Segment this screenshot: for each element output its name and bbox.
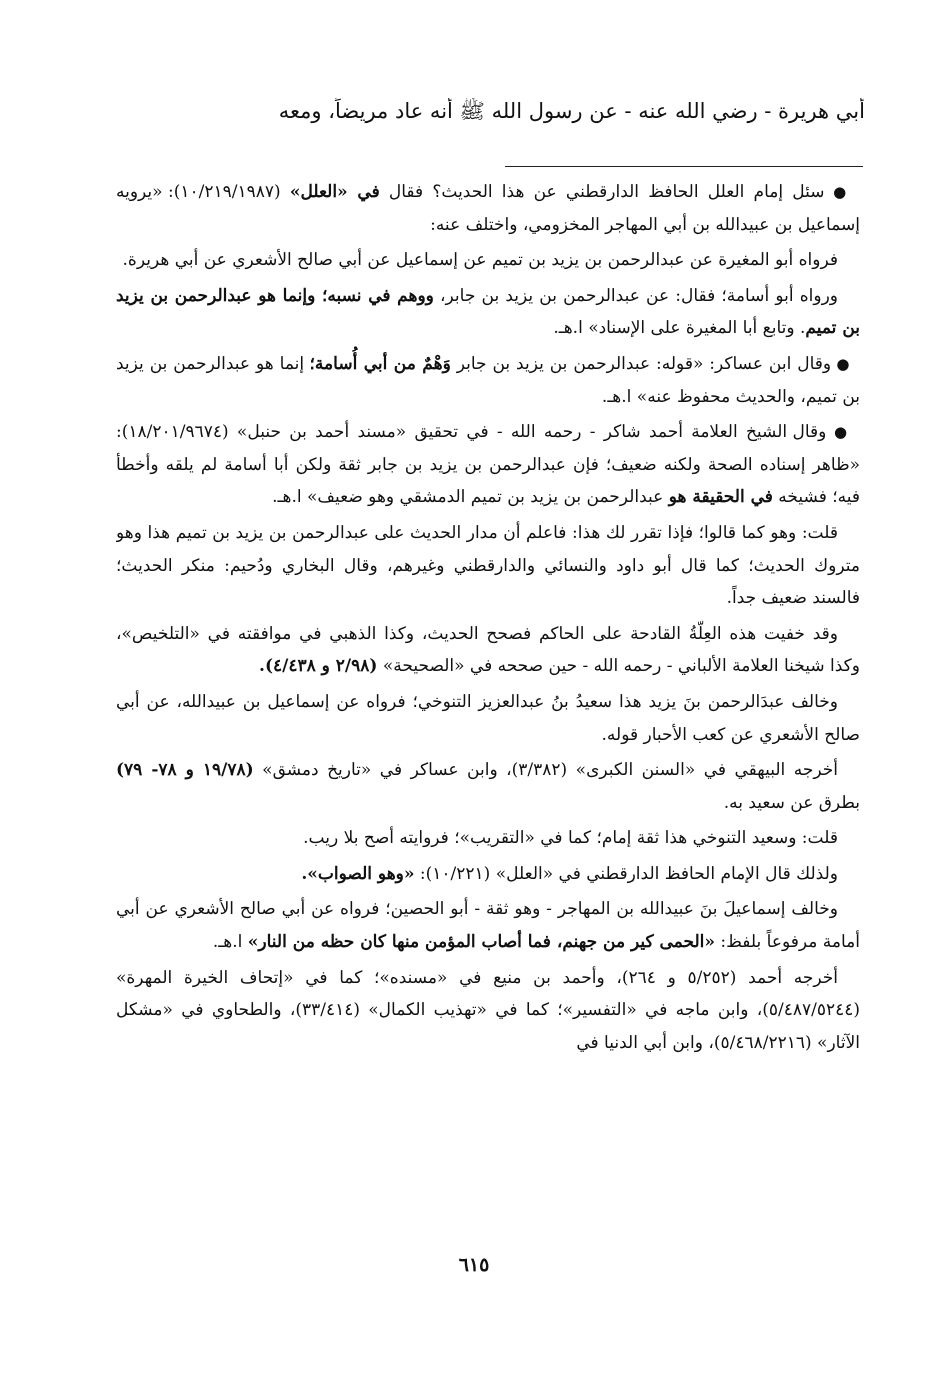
bullet-icon: ● <box>826 423 850 442</box>
paragraph <box>116 822 860 855</box>
text-run: أخرجه أحمد (٥/٢٥٢ و ٢٦٤)، وأحمد بن منيع في «مسنده»؛ كما في «إتحاف الخيرة المهرة» (٥/٤٨٧/٥٢٤٤)، وابن ماجه في «التفسير»؛ كما في «تهذيب الكمال» (٣٣/٤١٤)، والطحاوي في «مشكل الآثار» (٥/٤٦٨/٢٢١٦)، وابن أبي الدنيا في <box>116 967 860 1053</box>
text-run: . وتابع أبا المغيرة على الإسناد» ا.هـ. <box>553 318 806 339</box>
paragraph <box>116 962 860 1060</box>
text-run: قلت: وهو كما قالوا؛ فإذا تقرر لك هذا: فاعلم أن مدار الحديث على عبدالرحمن بن يزيد بن تميم هذا وهو متروك الحديث؛ كما قال أبو داود والنسائي والدارقطني وغيرهم، وقال البخاري ودُحيم: منكر الحديث؛ فالسند ضعيف جداً. <box>116 522 860 609</box>
paragraph <box>116 754 860 819</box>
paragraph <box>116 858 860 891</box>
text-run: فرواه أبو المغيرة عن عبدالرحمن بن يزيد بن تميم عن إسماعيل عن أبي صالح الأشعري عن أبي هريرة. <box>122 250 838 271</box>
bold-text: ووهم في نسبه؛ وإنما هو عبدالرحمن بن يزيد بن تميم <box>116 285 860 339</box>
bold-text: في الحقيقة هو <box>668 487 773 508</box>
header-rule <box>505 166 863 167</box>
text-run: وقال ابن عساكر: «قوله: عبدالرحمن بن يزيد بن جابر <box>450 353 832 374</box>
text-run: بطرق عن سعيد به. <box>723 792 860 813</box>
text-run: وقد خفيت هذه العِلّةُ القادحة على الحاكم فصحح الحديث، وكذا الذهبي في موافقته في «التلخيص»، وكذا شيخنا العلامة الألباني - رحمه الله - حين صححه في «الصحيحة» <box>116 623 860 677</box>
text-run: ا.هـ. <box>212 932 248 953</box>
paragraph <box>116 280 860 345</box>
paragraph <box>116 686 860 751</box>
bullet-icon: ● <box>824 183 850 201</box>
text-run: أخرجه البيهقي في «السنن الكبرى» (٣/٣٨٢)، وابن عساكر في «تاريخ دمشق» <box>253 760 839 781</box>
paragraph <box>116 416 860 514</box>
paragraph <box>116 618 860 683</box>
bold-text: (١٩/٧٨ و ٧٨- ٧٩) <box>116 760 254 781</box>
paragraph <box>116 348 860 413</box>
text-run: سئل إمام العلل الحافظ الدارقطني عن هذا الحديث؟ فقال <box>379 182 825 202</box>
text-run: قلت: وسعيد التنوخي هذا ثقة إمام؛ كما في «التقريب»؛ فروايته أصح بلا ريب. <box>303 828 838 849</box>
text-run: ولذلك قال الإمام الحافظ الدارقطني في «العلل» (١٠/٢٢١): <box>414 863 838 884</box>
paragraph <box>116 176 860 241</box>
bold-text: «الحمى كير من جهنم، فما أصاب المؤمن منها كان حظه من النار» <box>247 932 716 953</box>
bullet-icon: ● <box>831 354 850 373</box>
bold-text: في «العلل» <box>289 182 380 202</box>
paragraph <box>116 244 860 277</box>
paragraph <box>116 517 860 615</box>
running-header: أبي هريرة - رضي الله عنه - عن رسول الله ﷺ أنه عاد مريضاً، ومعه <box>278 99 865 123</box>
text-run: وقال الشيخ العلامة أحمد شاكر - رحمه الله - في تحقيق «مسند أحمد بن حنبل» (١٨/٢٠١/٩٦٧٤): «ظاهر إسناده الصحة ولكنه ضعيف؛ فإن عبدالرحمن بن يزيد بن جابر ثقة ولكن أبا أسامة لم يلقه وأخطأ فيه؛ فشيخه <box>116 422 860 508</box>
bold-text: وَهْمٌ من أبي أُسامة؛ <box>309 353 451 374</box>
text-run: وخالف عبدَالرحمن بنَ يزيد هذا سعيدُ بنُ عبدالعزيز التنوخي؛ فرواه عن إسماعيل بن عبيدالله، عن أبي صالح الأشعري عن كعب الأحبار قوله. <box>116 691 860 745</box>
text-run: (١٠/٢١٩/١٩٨٧): «يرويه إسماعيل بن عبيدالله بن أبي المهاجر المخزومي، واختلف عنه: <box>116 182 860 235</box>
text-run: وخالف إسماعيلَ بنَ عبيدالله بن المهاجر - وهو ثقة - أبو الحصين؛ فرواه عن أبي صالح الأشعري عن أبي أمامة مرفوعاً بلفظ: <box>116 899 860 953</box>
paragraph <box>116 893 860 958</box>
bold-text: (٢/٩٨ و ٤/٤٣٨). <box>259 656 378 677</box>
text-run: إنما هو عبدالرحمن بن يزيد بن تميم، والحديث محفوظ عنه» ا.هـ. <box>116 353 860 407</box>
page-number: ٦١٥ <box>458 1254 490 1276</box>
bold-text: «وهو الصواب». <box>301 863 415 884</box>
text-run: ورواه أبو أسامة؛ فقال: عن عبدالرحمن بن يزيد بن جابر، <box>433 285 838 306</box>
text-run: عبدالرحمن بن يزيد بن تميم الدمشقي وهو ضعيف» ا.هـ. <box>272 487 669 508</box>
body-text <box>116 176 860 1236</box>
